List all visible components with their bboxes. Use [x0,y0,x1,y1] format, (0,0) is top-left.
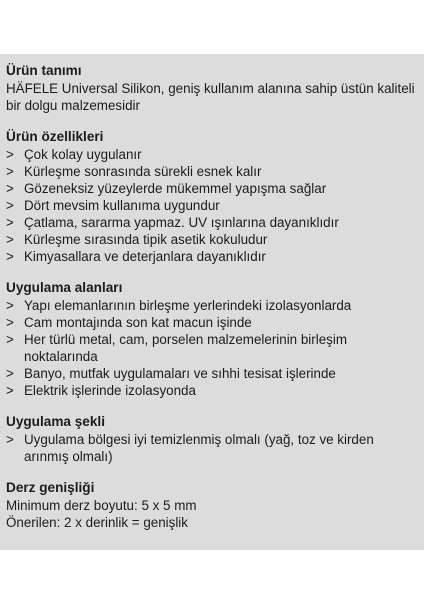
product-description-section [6,62,418,114]
product-description-text: HÄFELE Universal Silikon, geniş kullanım alanına sahip üstün kaliteli bir dolgu malzemesidir [6,81,415,113]
list-item [6,248,418,265]
application-areas-section [6,279,418,399]
list-item-text: Kürleşme sonrasında sürekli esnek kalır [24,164,262,179]
list-item-text: Çok kolay uygulanır [24,147,142,162]
list-item-text: Çatlama, sararma yapmaz. UV ışınlarına dayanıklıdır [24,215,339,230]
joint-width-recommended: Önerilen: 2 x derinlik = genişlik [6,515,188,530]
joint-width-minimum: Minimum derz boyutu: 5 x 5 mm [6,498,197,513]
list-item [6,146,418,163]
list-item [6,163,418,180]
list-item [6,214,418,231]
list-item [6,314,418,331]
bullet-marker: > [6,315,14,330]
list-item-text: Kürleşme sırasında tipik asetik kokuludur [24,232,268,247]
application-areas-list [6,297,418,399]
bullet-marker: > [6,366,14,381]
bullet-marker: > [6,383,14,398]
list-item-text: Gözeneksiz yüzeylerde mükemmel yapışma sağlar [24,181,327,196]
bullet-marker: > [6,298,14,313]
list-item-text: Kimyasallara ve deterjanlara dayanıklıdır [24,249,266,264]
list-item-text: Yapı elemanlarının birleşme yerlerindeki izolasyonlarda [24,298,352,313]
list-item [6,365,418,382]
bullet-marker: > [6,332,14,347]
bullet-marker: > [6,181,14,196]
bullet-marker: > [6,249,14,264]
bullet-marker: > [6,215,14,230]
list-item-text: Uygulama bölgesi iyi temizlenmiş olmalı (yağ, toz ve kirden arınmış olmalı) [24,432,374,464]
joint-width-heading: Derz genişliği [6,480,95,495]
product-features-list [6,146,418,265]
list-item-text: Dört mevsim kullanıma uygundur [24,198,220,213]
bullet-marker: > [6,147,14,162]
application-areas-heading: Uygulama alanları [6,280,123,295]
list-item [6,382,418,399]
product-features-heading: Ürün özellikleri [6,129,104,144]
list-item-text: Her türlü metal, cam, porselen malzemelerinin birleşim noktalarında [24,332,347,364]
list-item [6,297,418,314]
application-method-section [6,413,418,465]
list-item [6,180,418,197]
bullet-marker: > [6,232,14,247]
list-item [6,231,418,248]
list-item-text: Cam montajında son kat macun işinde [24,315,252,330]
application-method-list [6,431,418,465]
bullet-marker: > [6,432,14,447]
bullet-marker: > [6,164,14,179]
joint-width-section [6,479,418,531]
product-features-section [6,128,418,265]
bullet-marker: > [6,198,14,213]
product-description-heading: Ürün tanımı [6,63,82,78]
list-item [6,197,418,214]
list-item-text: Elektrik işlerinde izolasyonda [24,383,196,398]
application-method-heading: Uygulama şekli [6,414,105,429]
product-info-panel [0,54,424,550]
list-item [6,431,418,465]
list-item [6,331,418,365]
list-item-text: Banyo, mutfak uygulamaları ve sıhhi tesisat işlerinde [24,366,336,381]
